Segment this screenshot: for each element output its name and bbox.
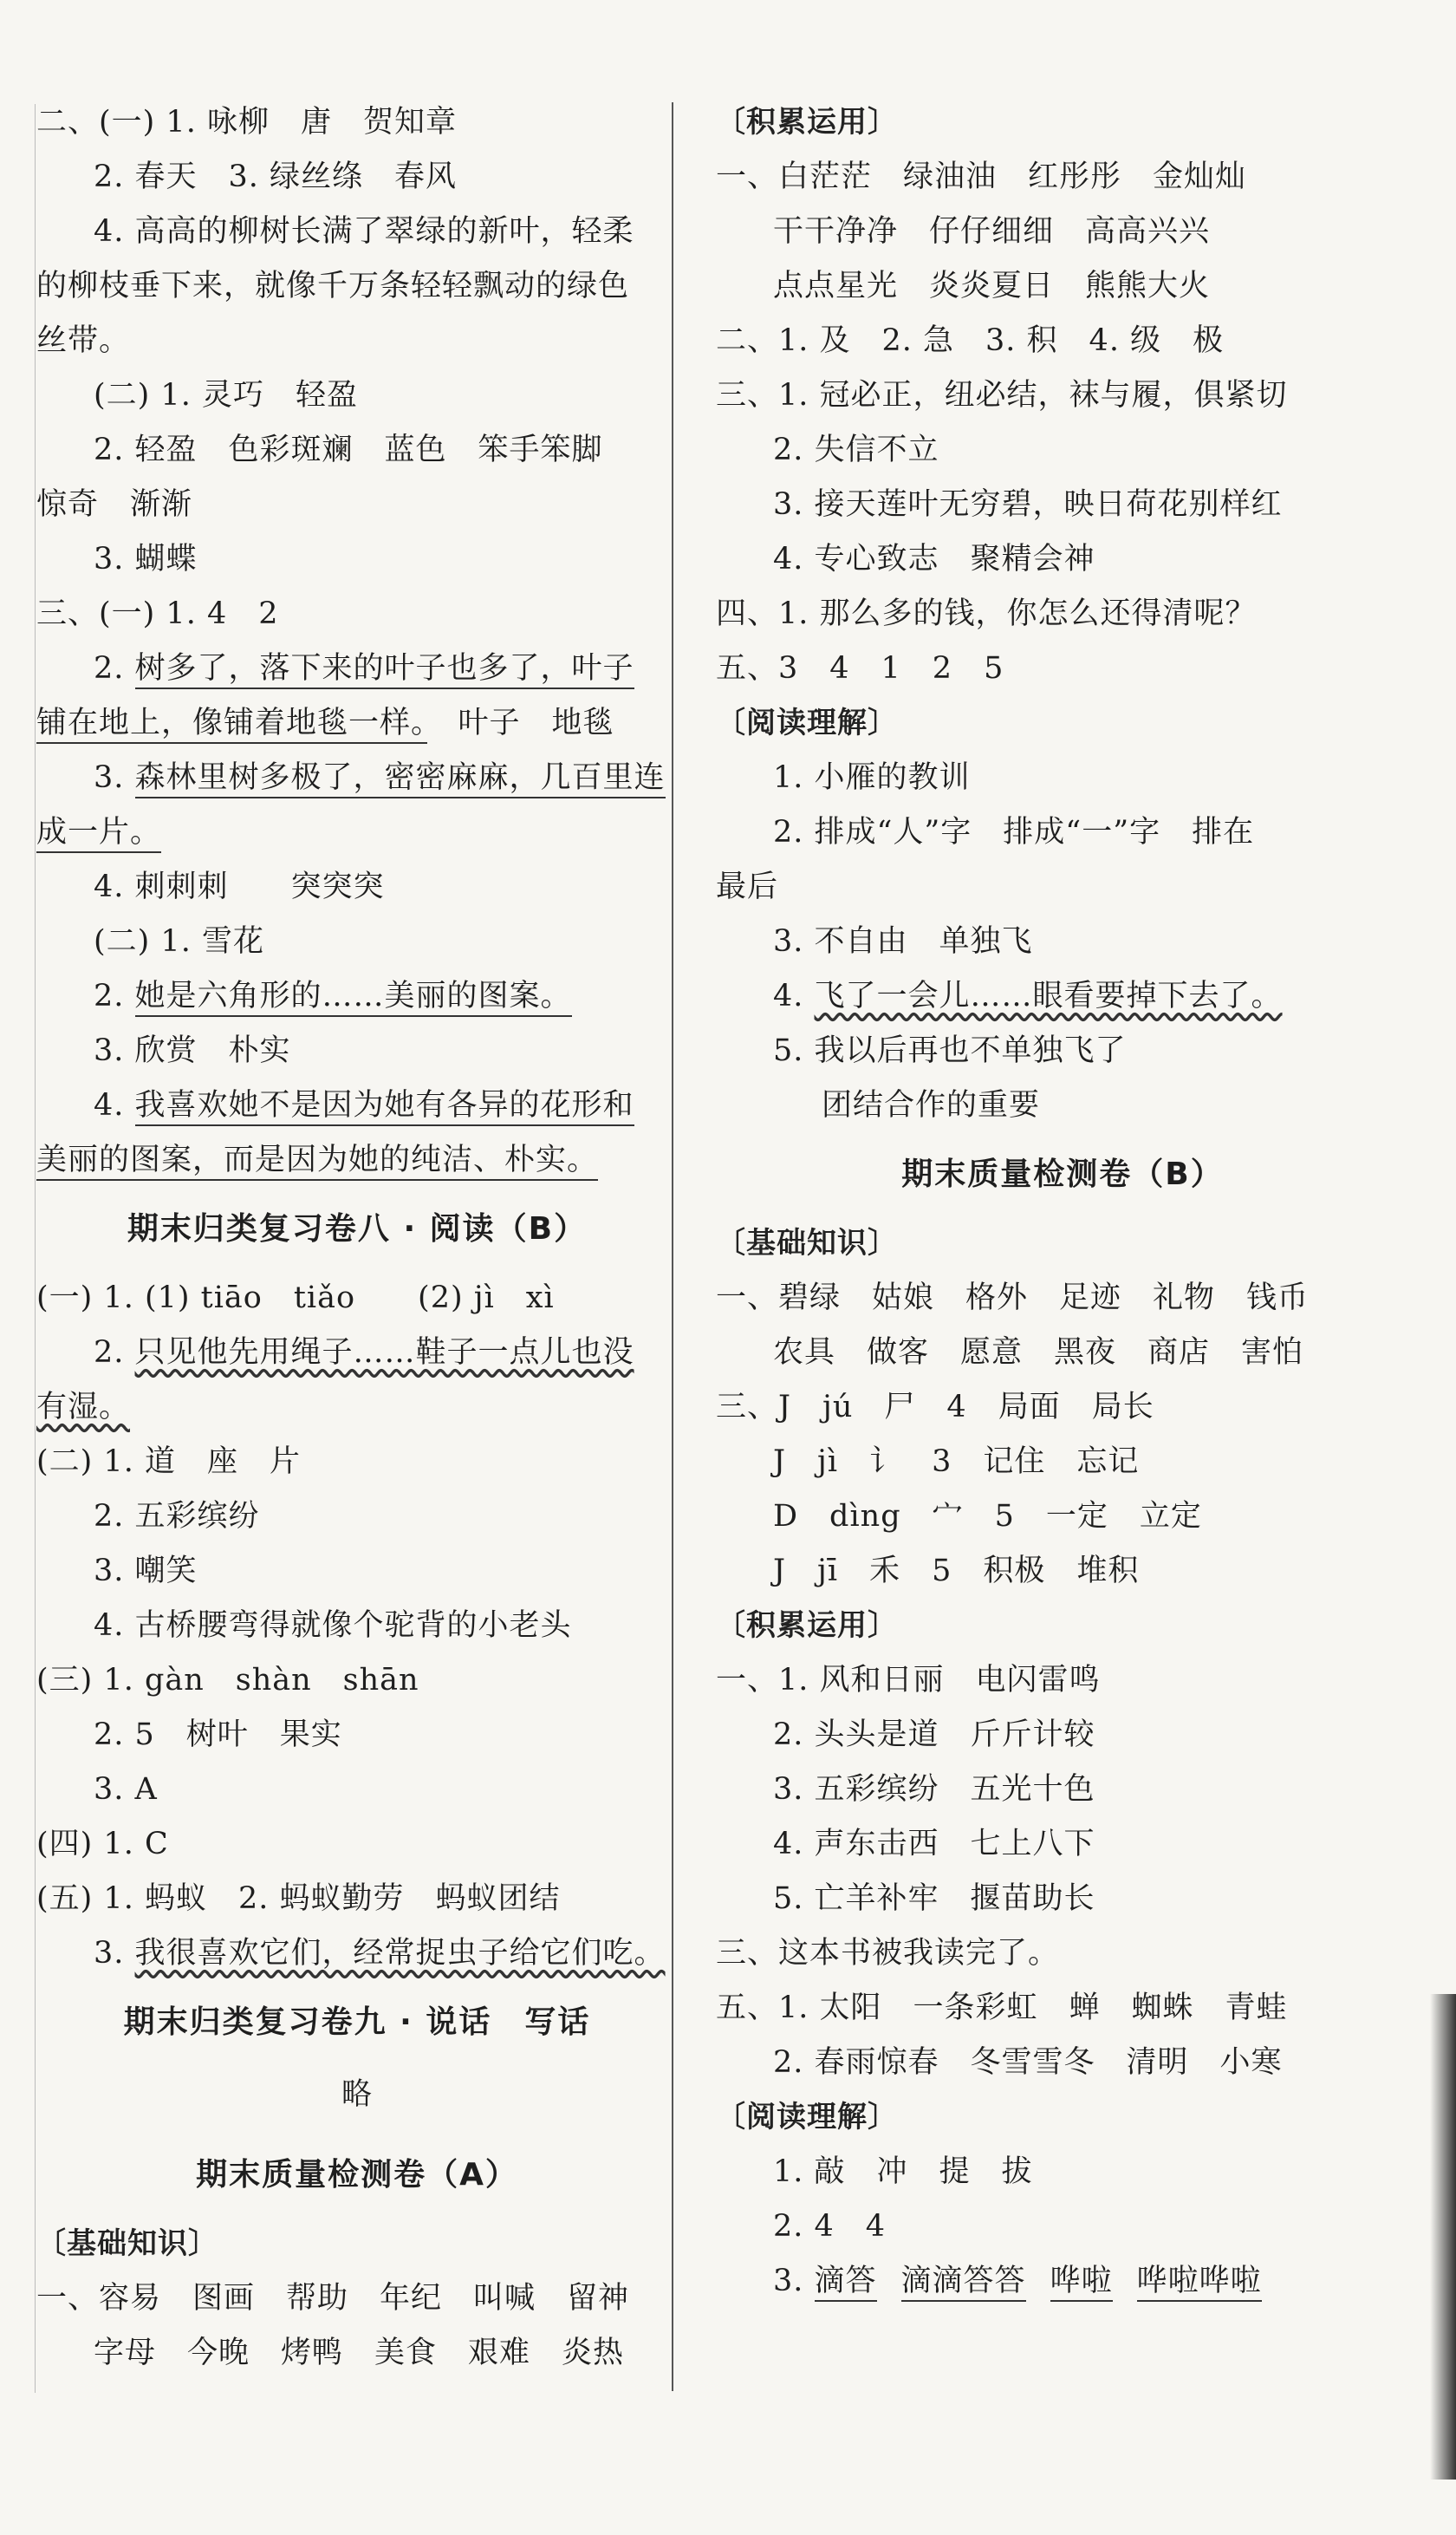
answer-text: 惊奇 渐渐 [36,487,193,522]
right-answers-section-3 [716,1271,1409,1599]
answer-text: 二、(一) 1. 咏柳 唐 贺知章 [36,105,457,140]
answer-text: 五、3 4 1 2 5 [716,651,1004,686]
answer-line [716,1489,1409,1544]
answer-text: (二) 1. 道 座 片 [36,1444,301,1479]
answer-line [716,205,1409,259]
left-answers-section-1 [36,95,678,1188]
answer-line [36,642,678,696]
underlined-answer: 铺在地上，像铺着地毯一样。 [36,706,427,744]
answer-text: 点点星光 炎炎夏日 熊熊大火 [773,269,1211,303]
underlined-answer: 她是六角形的……美丽的图案。 [135,979,572,1017]
answer-line [716,150,1409,205]
answer-line [36,915,678,969]
answer-line [36,1708,678,1763]
answer-text: 三、J jú 尸 4 局面 局长 [716,1390,1154,1424]
right-answers-section-2 [716,751,1409,1133]
underlined-word: 哗啦 [1050,2264,1113,2302]
wavy-underlined-answer: 我很喜欢它们，经常捉虫子给它们吃。 [134,1936,666,1971]
answer-line [36,1326,678,1380]
answer-text: 农具 做客 愿意 黑夜 商店 害怕 [773,1335,1304,1370]
answer-line [716,1763,1409,1817]
answer-line [36,259,678,314]
answer-line [36,2326,678,2381]
answer-line [716,259,1409,314]
answer-line [36,1133,678,1188]
answer-text: 2. 五彩缤纷 [94,1499,260,1534]
omitted-note: 略 [341,2077,373,2112]
answer-line [716,805,1409,860]
answer-line [36,1544,678,1599]
answer-text: 一、1. 风和日丽 电闪雷鸣 [716,1663,1101,1698]
answer-line [716,423,1409,478]
answer-text: 叶子 地毯 [426,706,614,740]
answer-number: 2. [94,1335,135,1370]
answer-line [716,2199,1409,2254]
wavy-underlined-answer: 飞了一会儿……眼看要掉下去了。 [814,979,1283,1013]
answer-text: 的柳枝垂下来，就像千万条轻轻飘动的绿色 [36,269,630,303]
section-label-basic-knowledge: 〔基础知识〕 [36,2226,218,2261]
section-label-reading-b: 〔阅读理解〕 [716,2100,898,2134]
answer-line [716,1079,1409,1133]
answer-line [716,314,1409,368]
underlined-word: 滴答 [815,2264,877,2302]
answer-line [36,1435,678,1489]
right-answers-section-5 [716,2145,1409,2309]
answer-text: 1. 小雁的教训 [773,760,971,795]
answer-text: 4. 刺刺刺 突突突 [94,870,385,904]
answer-line [716,1326,1409,1380]
answer-line [36,150,678,205]
wavy-underlined-answer: 只见他先用绳子……鞋子一点儿也没 [134,1335,634,1370]
answer-text: (四) 1. C [36,1827,169,1861]
answer-text: (二) 1. 灵巧 轻盈 [94,378,358,413]
wavy-underlined-answer: 有湿。 [36,1390,131,1424]
answer-line [716,1817,1409,1872]
answer-text: 三、这本书被我读完了。 [716,1936,1060,1971]
answer-text: (一) 1. (1) tiāo tiǎo (2) jì xì [36,1281,555,1315]
answer-text: 4. 专心致志 聚精会神 [773,542,1095,577]
answer-text: 字母 今晚 烤鸭 美食 艰难 炎热 [94,2336,625,2370]
answer-text: 最后 [716,870,779,904]
left-answers-section-3 [36,2271,678,2381]
answer-text: 4. 高高的柳树长满了翠绿的新叶，轻柔 [94,214,634,249]
answer-number: 3. [773,2264,815,2298]
left-answers-section-2 [36,1271,678,1981]
answer-line [716,915,1409,969]
answer-line [716,1926,1409,1981]
answer-text: 3. 不自由 单独飞 [773,924,1033,959]
answer-text: 一、碧绿 姑娘 格外 足迹 礼物 钱币 [716,1281,1310,1315]
answer-text: J jī 禾 5 积极 堆积 [773,1554,1140,1588]
answer-line [36,1271,678,1326]
answer-line [716,751,1409,805]
answer-text: 5. 我以后再也不单独飞了 [773,1033,1127,1068]
answer-line [36,1380,678,1435]
underlined-answer: 美丽的图案，而是因为她的纯洁、朴实。 [36,1143,598,1181]
answer-line [716,532,1409,587]
answer-text: 2. 4 4 [773,2209,887,2244]
section-label-basic-knowledge-b: 〔基础知识〕 [716,1226,898,1261]
answer-number: 2. [94,651,135,686]
answer-text: 3. 接天莲叶无穷碧，映日荷花别样红 [773,487,1283,522]
answer-text: 2. 排成“人”字 排成“一”字 排在 [773,815,1255,850]
answer-text: (五) 1. 蚂蚁 2. 蚂蚁勤劳 蚂蚁团结 [36,1881,561,1916]
answer-text: (二) 1. 雪花 [94,924,264,959]
answer-text: 干干净净 仔仔细细 高高兴兴 [773,214,1211,249]
answer-line [36,314,678,368]
answer-line [36,1763,678,1817]
heading-test-b: 期末质量检测卷（B） [901,1157,1224,1192]
answer-text: 3. 嘲笑 [94,1554,198,1588]
answer-text: D dìng 宀 5 一定 立定 [773,1499,1202,1534]
answer-text: 3. 蝴蝶 [94,542,198,577]
answer-line [716,1653,1409,1708]
answer-line [716,860,1409,915]
heading-review-8: 期末归类复习卷八 · 阅读（B） [127,1211,588,1247]
answer-text: 3. 欣赏 朴实 [94,1033,291,1068]
answer-number: 3. [94,760,135,795]
answer-line [716,368,1409,423]
answer-text: 5. 亡羊补牢 揠苗助长 [773,1881,1095,1916]
answer-text: 丝带。 [36,323,131,358]
answer-line [716,2036,1409,2090]
answer-line [36,478,678,532]
underlined-word: 滴滴答答 [901,2264,1026,2302]
answer-line [36,95,678,150]
answer-text: 2. 轻盈 色彩斑斓 蓝色 笨手笨脚 [94,433,603,467]
answer-line [716,587,1409,642]
answer-number: 2. [94,979,135,1013]
answer-line [36,1926,678,1981]
left-column [36,95,678,2381]
answer-line [36,587,678,642]
answer-line [716,2145,1409,2199]
answer-text: 四、1. 那么多的钱，你怎么还得清呢？ [716,596,1257,631]
answer-number: 4. [773,979,815,1013]
answer-text: 团结合作的重要 [822,1088,1041,1123]
answer-text: 二、1. 及 2. 急 3. 积 4. 级 极 [716,323,1225,358]
answer-line [36,1817,678,1872]
answer-line [36,696,678,751]
right-column [716,95,1409,2309]
answer-text: 一、容易 图画 帮助 年纪 叫喊 留神 [36,2281,630,2316]
answer-text: 4. 声东击西 七上八下 [773,1827,1095,1861]
underlined-answer: 成一片。 [36,815,161,853]
heading-test-a: 期末质量检测卷（A） [196,2157,518,2193]
answer-line [36,368,678,423]
answer-line [36,1489,678,1544]
answer-line [716,1872,1409,1926]
answer-line [36,1599,678,1653]
answer-line [36,860,678,915]
answer-text: 三、1. 冠必正，纽必结，袜与履，俱紧切 [716,378,1288,413]
scan-shadow [1430,1994,1456,2480]
answer-text: (三) 1. gàn shàn shān [36,1663,419,1698]
answer-line [36,205,678,259]
answer-line [716,642,1409,696]
answer-line [716,478,1409,532]
answer-text: 2. 春雨惊春 冬雪雪冬 清明 小寒 [773,2045,1283,2080]
answer-number: 4. [94,1088,135,1123]
answer-line [716,969,1409,1024]
answer-line [36,1079,678,1133]
right-answers-section-4 [716,1653,1409,2090]
underlined-answer: 树多了，落下来的叶子也多了，叶子 [135,651,634,689]
answer-text: 3. 五彩缤纷 五光十色 [773,1772,1095,1807]
answer-text: 五、1. 太阳 一条彩虹 蝉 蜘蛛 青蛙 [716,1991,1288,2025]
answer-line [36,532,678,587]
answer-line [716,1435,1409,1489]
answer-line [716,1271,1409,1326]
answer-text: 2. 头头是道 斤斤计较 [773,1717,1095,1752]
answer-text: 一、白茫茫 绿油油 红彤彤 金灿灿 [716,160,1247,194]
answer-line [36,805,678,860]
answer-line [36,969,678,1024]
underlined-answer: 森林里树多极了，密密麻麻，几百里连 [135,760,666,798]
heading-review-9: 期末归类复习卷九 · 说话 写话 [123,2004,591,2040]
right-answers-section-1 [716,150,1409,696]
answer-line [716,1981,1409,2036]
section-label-reading: 〔阅读理解〕 [716,706,898,740]
answer-line [716,1544,1409,1599]
answer-number: 3. [94,1936,135,1971]
section-label-accumulation-b: 〔积累运用〕 [716,1608,898,1643]
answer-line [36,1872,678,1926]
answer-line [36,423,678,478]
answer-text: 三、(一) 1. 4 2 [36,596,279,631]
answer-line [36,751,678,805]
answer-line [36,2271,678,2326]
answer-text: J jì 讠 3 记住 忘记 [773,1444,1140,1479]
answer-line [36,1653,678,1708]
answer-text: 1. 敲 冲 提 拔 [773,2154,1033,2189]
answer-text: 3. A [94,1772,158,1807]
answer-text: 2. 5 树叶 果实 [94,1717,342,1752]
answer-line [716,1380,1409,1435]
answer-line [716,1708,1409,1763]
answer-line [716,2254,1409,2309]
answer-line [36,1024,678,1079]
answer-text: 4. 古桥腰弯得就像个驼背的小老头 [94,1608,572,1643]
answer-line [716,1024,1409,1079]
underlined-answer: 我喜欢她不是因为她有各异的花形和 [135,1088,634,1126]
left-margin-line [35,104,36,2393]
underlined-word: 哗啦哗啦 [1137,2264,1262,2302]
answer-text: 2. 失信不立 [773,433,939,467]
section-label-accumulation: 〔积累运用〕 [716,105,898,140]
answer-text: 2. 春天 3. 绿丝绦 春风 [94,160,458,194]
